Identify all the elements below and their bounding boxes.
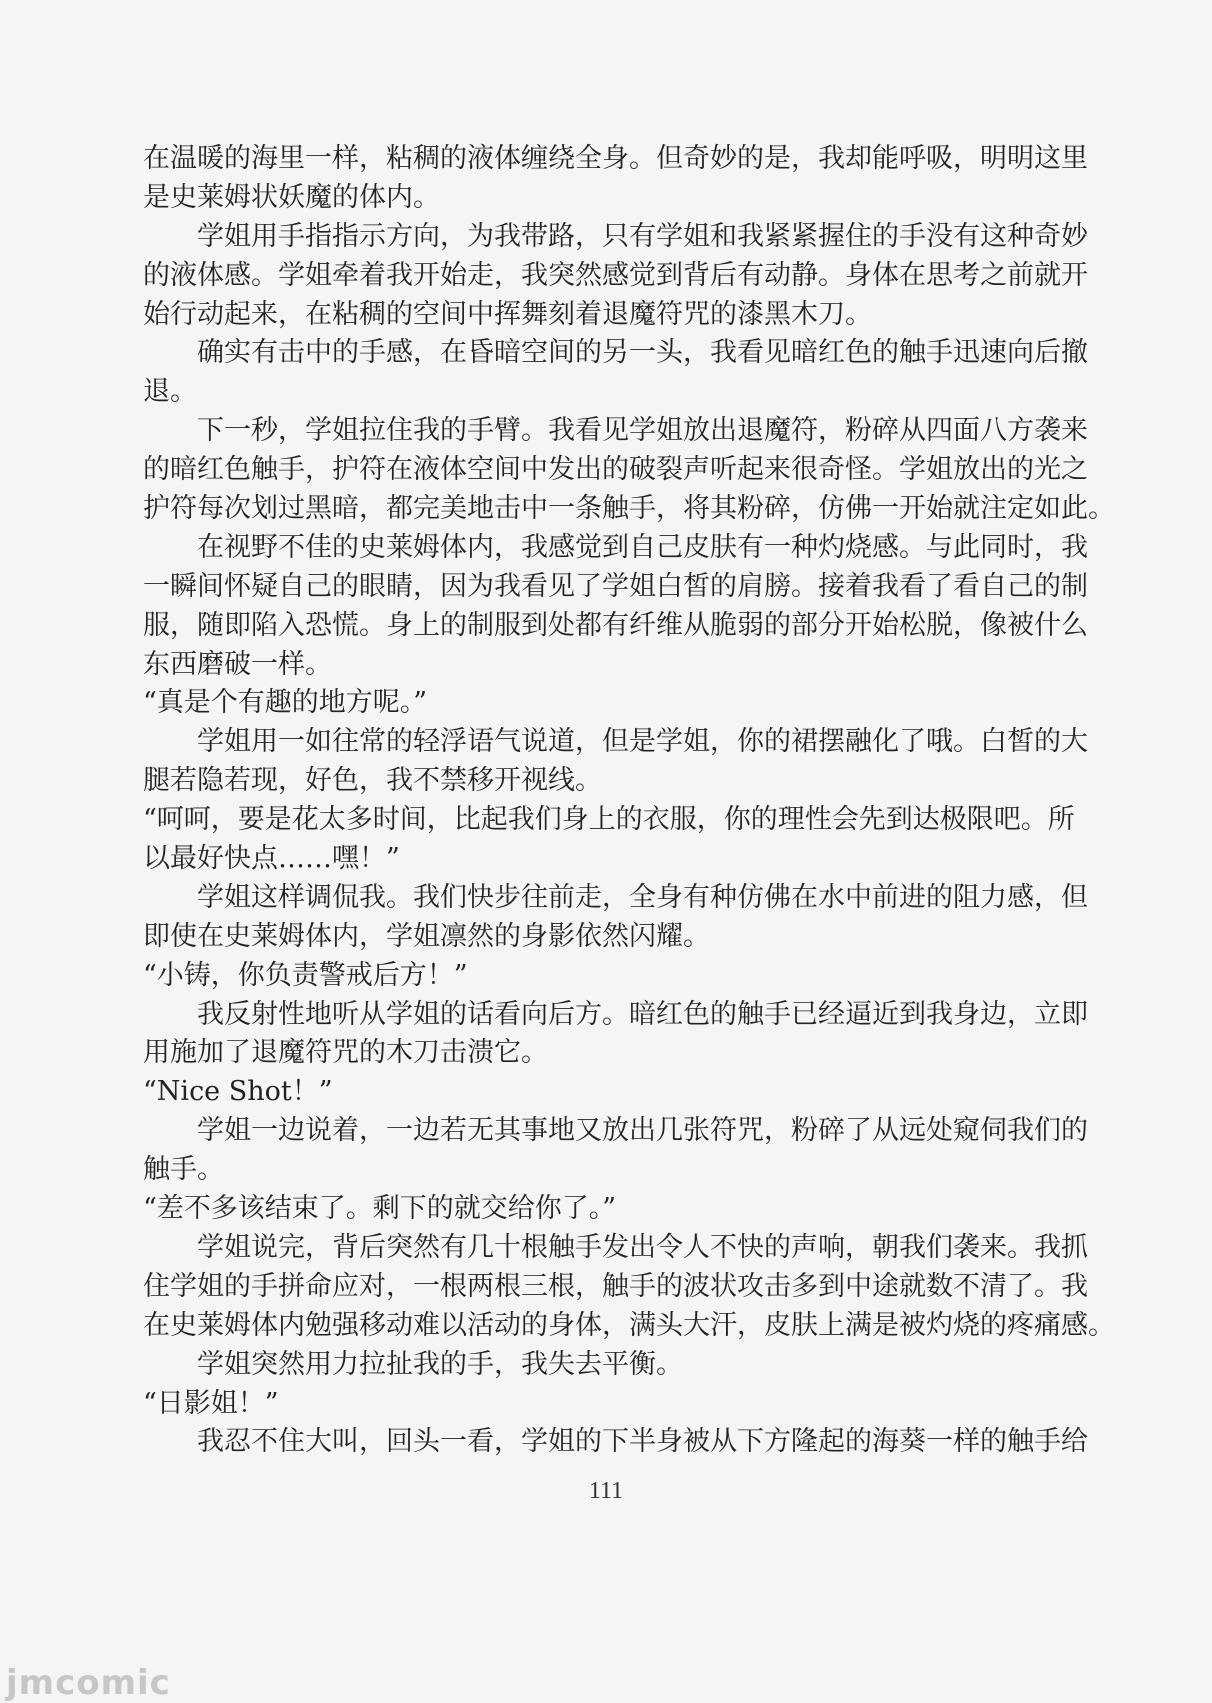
text-line: 以最好快点……嘿！” [143,843,400,875]
text-line: 下一秒，学姐拉住我的手臂。我看见学姐放出退魔符，粉碎从四面八方袭来 [197,415,1088,447]
text-line: 我忍不住大叫，回头一看，学姐的下半身被从下方隆起的海葵一样的触手给 [197,1426,1088,1458]
text-line: 在史莱姆体内勉强移动难以活动的身体，满头大汗，皮肤上满是被灼烧的疼痛感。 [143,1309,1115,1341]
text-line: 的暗红色触手，护符在液体空间中发出的破裂声听起来很奇怪。学姐放出的光之 [143,454,1088,486]
text-line: 触手。 [143,1154,224,1186]
text-line: “真是个有趣的地方呢。” [143,687,428,719]
text-line: “Nice Shot！” [143,1076,333,1108]
text-line: 学姐用一如往常的轻浮语气说道，但是学姐，你的裙摆融化了哦。白皙的大 [197,726,1088,758]
text-line: 学姐一边说着，一边若无其事地又放出几张符咒，粉碎了从远处窥伺我们的 [197,1115,1088,1147]
text-line: 学姐说完，背后突然有几十根触手发出令人不快的声响，朝我们袭来。我抓 [197,1231,1088,1263]
text-line: 的液体感。学姐牵着我开始走，我突然感觉到背后有动静。身体在思考之前就开 [143,259,1088,291]
text-line: 我反射性地听从学姐的话看向后方。暗红色的触手已经逼近到我身边，立即 [197,998,1088,1030]
text-line: 东西磨破一样。 [143,648,332,680]
text-line: 学姐这样调侃我。我们快步往前走，全身有种仿佛在水中前进的阻力感，但 [197,881,1088,913]
text-line: 服，随即陷入恐慌。身上的制服到处都有纤维从脆弱的部分开始松脱，像被什么 [143,609,1088,641]
text-line: 住学姐的手拼命应对，一根两根三根，触手的波状攻击多到中途就数不清了。我 [143,1270,1088,1302]
text-line: 在温暖的海里一样，粘稠的液体缠绕全身。但奇妙的是，我却能呼吸，明明这里 [143,143,1088,174]
page-number: 111 [588,1478,624,1504]
text-line: “日影姐！” [143,1387,279,1419]
text-line: “小铸，你负责警戒后方！” [143,959,468,991]
body-text [143,140,1115,1462]
text-line: 用施加了退魔符咒的木刀击溃它。 [143,1037,548,1069]
text-line: 腿若隐若现，好色，我不禁移开视线。 [143,765,602,797]
text-line: “呵呵，要是花太多时间，比起我们身上的衣服，你的理性会先到达极限吧。所 [143,804,1075,836]
text-line: 护符每次划过黑暗，都完美地击中一条触手，将其粉碎，仿佛一开始就注定如此。 [143,493,1115,525]
text-line: 在视野不佳的史莱姆体内，我感觉到自己皮肤有一种灼烧感。与此同时，我 [197,531,1088,563]
text-line: 是史莱姆状妖魔的体内。 [143,181,440,213]
text-line: “差不多该结束了。剩下的就交给你了。” [143,1193,617,1225]
text-line: 即使在史莱姆体内，学姐凛然的身影依然闪耀。 [143,920,710,952]
text-line: 学姐突然用力拉扯我的手，我失去平衡。 [197,1348,683,1380]
text-line: 学姐用手指指示方向，为我带路，只有学姐和我紧紧握住的手没有这种奇妙 [197,220,1088,252]
watermark-logo: jmcomic [6,1663,171,1703]
text-line: 退。 [143,376,197,408]
text-line: 一瞬间怀疑自己的眼睛，因为我看见了学姐白皙的肩膀。接着我看了看自己的制 [143,570,1088,602]
text-line: 始行动起来，在粘稠的空间中挥舞刻着退魔符咒的漆黑木刀。 [143,298,872,330]
text-line: 确实有击中的手感，在昏暗空间的另一头，我看见暗红色的触手迅速向后撤 [197,337,1088,369]
